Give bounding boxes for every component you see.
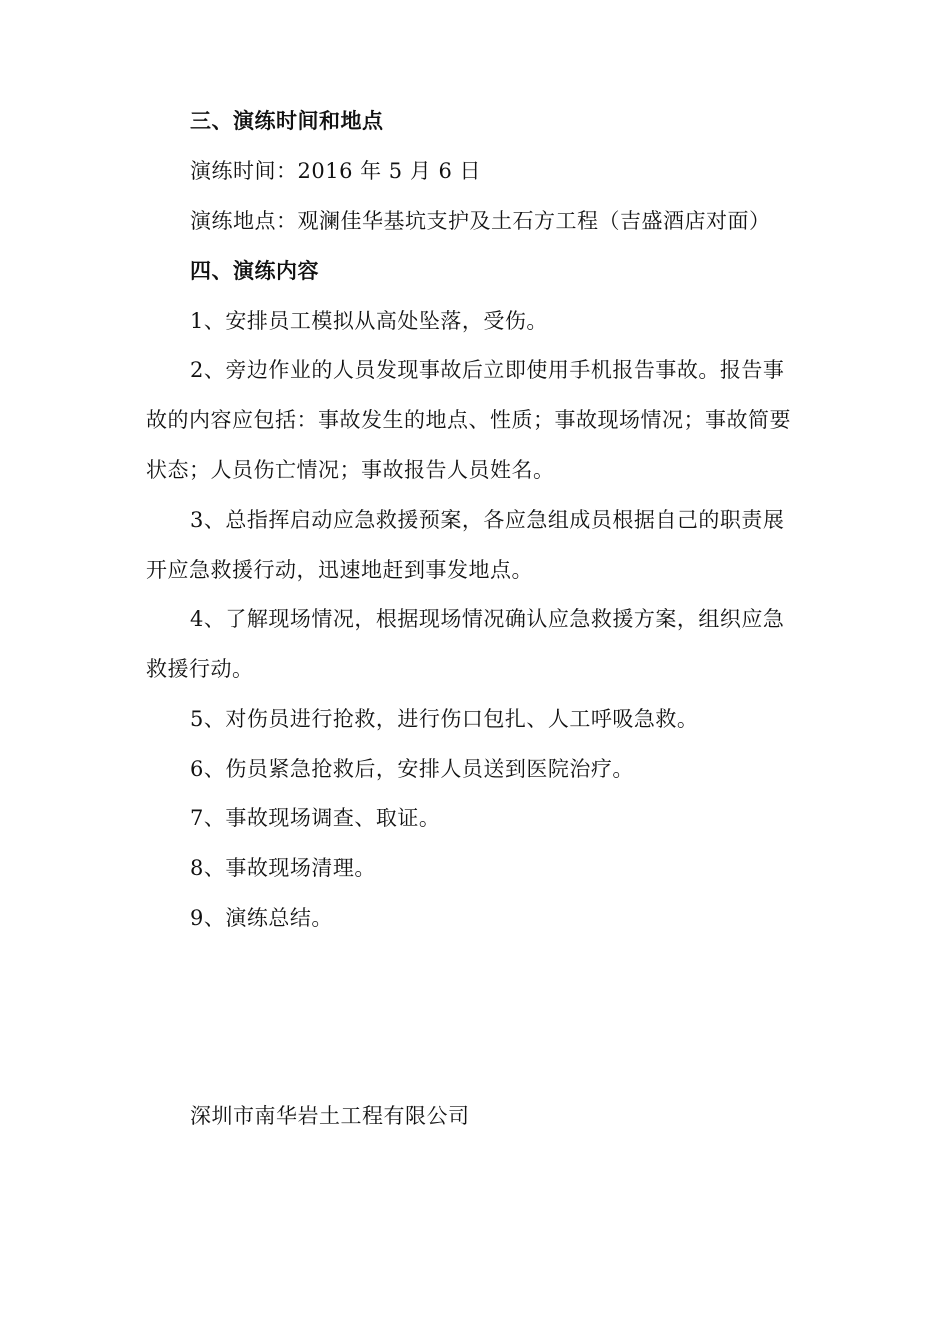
item-6-line-1: 6、伤员紧急抢救后，安排人员送到医院治疗。 — [190, 757, 634, 781]
item-4-line-2: 救援行动。 — [146, 657, 254, 681]
item-2-line-2: 故的内容应包括：事故发生的地点、性质；事故现场情况；事故简要 — [146, 408, 791, 432]
item-7-line-1: 7、事故现场调查、取证。 — [190, 806, 441, 830]
item-3-line-2: 开应急救援行动，迅速地赶到事发地点。 — [146, 558, 533, 582]
section3-heading: 三、演练时间和地点 — [190, 109, 384, 133]
section4-heading: 四、演练内容 — [190, 259, 319, 283]
item-9-line-1: 9、演练总结。 — [190, 906, 333, 930]
item-8-line-1: 8、事故现场清理。 — [190, 856, 376, 880]
item-2-line-3: 状态；人员伤亡情况；事故报告人员姓名。 — [146, 458, 555, 482]
drill-time: 演练时间：2016 年 5 月 6 日 — [190, 159, 482, 183]
item-2-line-1: 2、旁边作业的人员发现事故后立即使用手机报告事故。报告事 — [190, 358, 785, 382]
item-4-line-1: 4、了解现场情况，根据现场情况确认应急救援方案，组织应急 — [190, 607, 785, 631]
item-1-line-1: 1、安排员工模拟从高处坠落，受伤。 — [190, 309, 548, 333]
item-5-line-1: 5、对伤员进行抢救，进行伤口包扎、人工呼吸急救。 — [190, 707, 699, 731]
drill-place: 演练地点：观澜佳华基坑支护及土石方工程（吉盛酒店对面） — [190, 209, 771, 233]
company-signature: 深圳市南华岩土工程有限公司 — [190, 1104, 470, 1128]
item-3-line-1: 3、总指挥启动应急救援预案，各应急组成员根据自己的职责展 — [190, 508, 785, 532]
